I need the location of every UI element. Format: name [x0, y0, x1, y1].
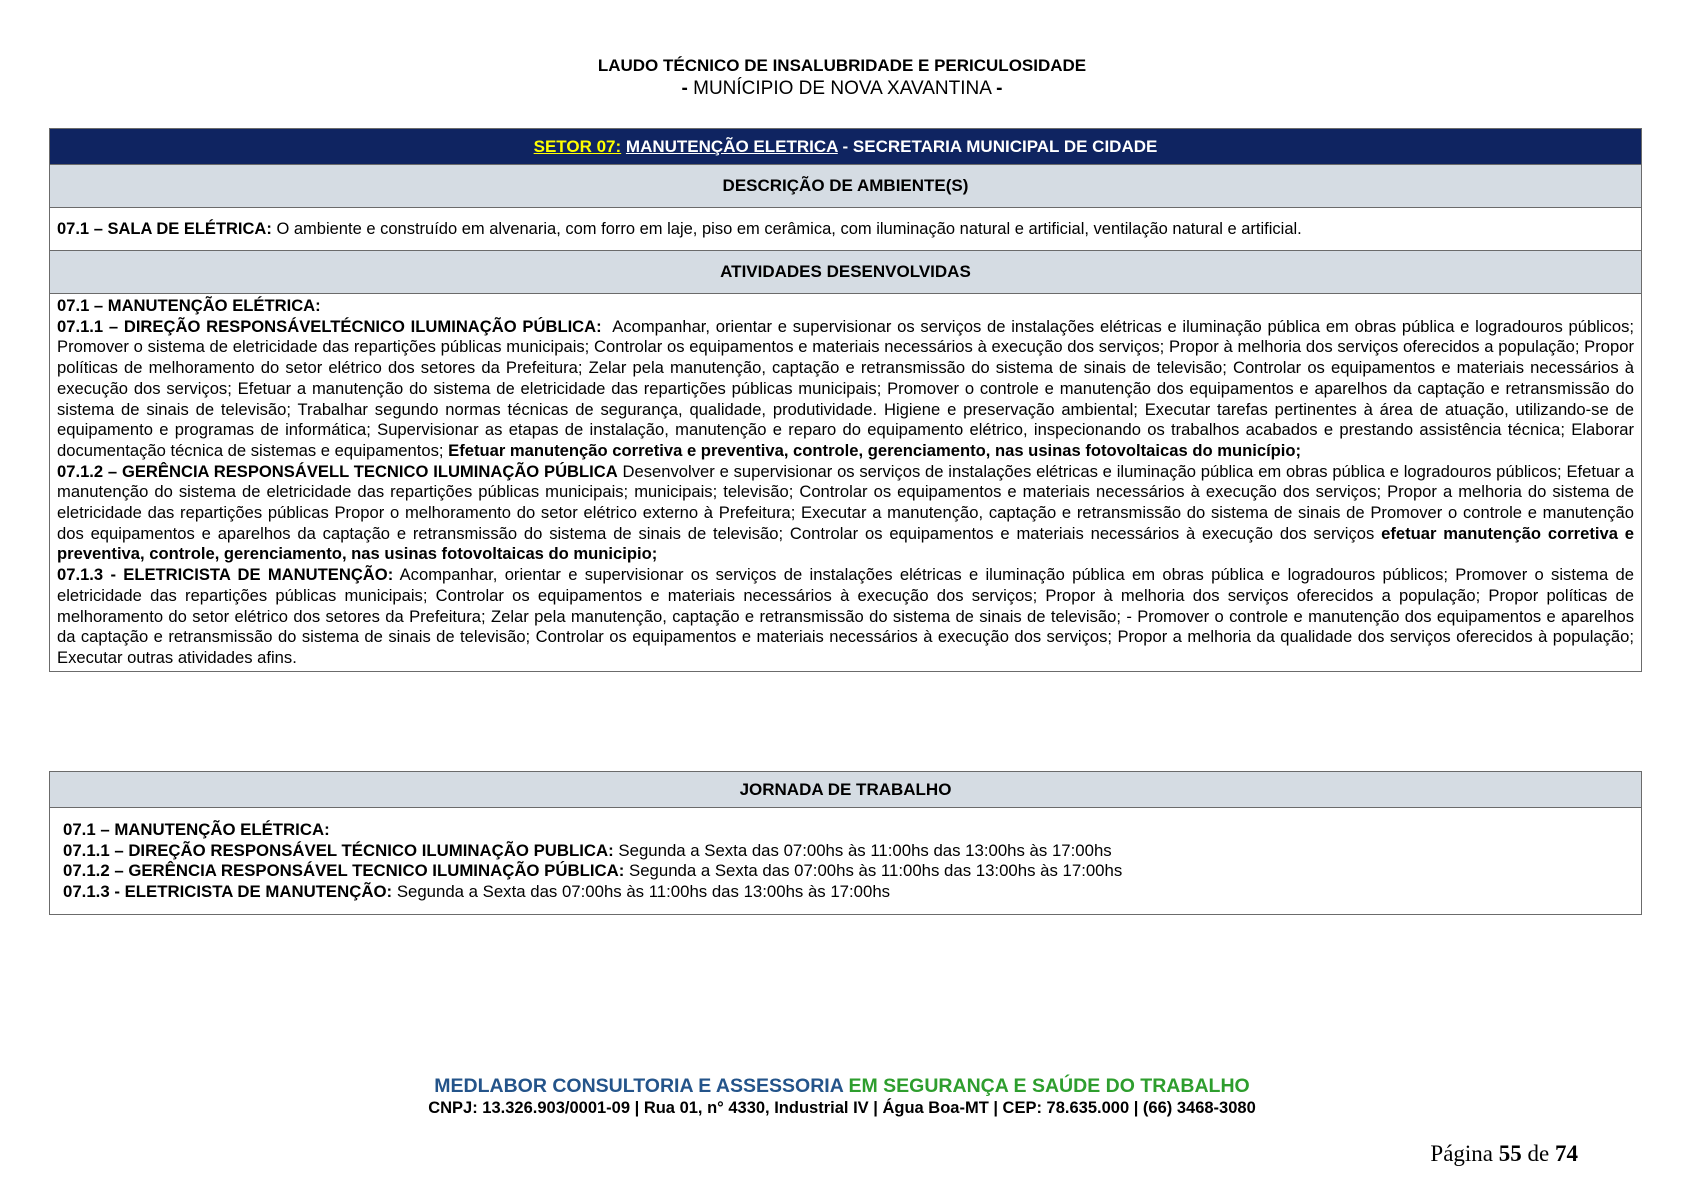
schedule-row: [63, 882, 1628, 903]
sector-table: [49, 128, 1642, 672]
company-name: MEDLABOR CONSULTORIA E ASSESSORIA: [434, 1075, 844, 1097]
footer-company: [0, 1075, 1684, 1098]
activity-label: 07.1.3 - ELETRICISTA DE MANUTENÇÃO:: [57, 565, 394, 585]
document-subtitle: [0, 78, 1684, 100]
environment-label: 07.1 – SALA DE ELÉTRICA:: [57, 220, 272, 238]
schedule-label: 07.1.2 – GERÊNCIA RESPONSÁVEL TECNICO ILUMINAÇÃO PÚBLICA:: [63, 861, 625, 880]
activity-label: 07.1.2 – GERÊNCIA RESPONSÁVELL TECNICO ILUMINAÇÃO PÚBLICA: [57, 461, 618, 481]
activity-text: Desenvolver e supervisionar os serviços de instalações elétricas e iluminação pública em obras pública e logradouros públicos; Efetuar a manutenção do sistema de eletricidade das repartições públicas municipais; municipais; televisão; Controlar os equipamentos e materiais necessários à execução dos serviços; Propor a melhoria do sistema de eletricidade das repartições públicas Propor o melhoramento do setor elétrico externo à Prefeitura; Executar a manutenção, captação e retransmissão do sistema de sinais de Promover o controle e manutenção dos equipamentos e aparelhos da captação e retransmissão do sistema de sinais de televisão; Controlar os equipamentos e materiais necessários à execução dos serviços: [57, 461, 1634, 543]
footer-contact: CNPJ: 13.326.903/0001-09 | Rua 01, n° 4330, Industrial IV | Água Boa-MT | CEP: 78.635.000 | (66) 3468-3080: [428, 1099, 1256, 1117]
page-separator: de: [1527, 1141, 1550, 1166]
schedule-row: [63, 861, 1628, 882]
subtitle-dash-left: -: [681, 78, 688, 99]
company-tagline: EM SEGURANÇA E SAÚDE DO TRABALHO: [848, 1075, 1250, 1097]
activity-label: 07.1.1 – DIREÇÃO RESPONSÁVELTÉCNICO ILUMINAÇÃO PÚBLICA:: [57, 316, 602, 336]
schedule-label: 07.1.3 - ELETRICISTA DE MANUTENÇÃO:: [63, 881, 393, 901]
schedule-row: [63, 841, 1628, 862]
schedule-heading: JORNADA DE TRABALHO: [50, 772, 1641, 808]
schedule-value: Segunda a Sexta das 07:00hs às 11:00hs das 13:00hs às 17:00hs: [618, 840, 1112, 860]
activity-item: [57, 565, 1634, 669]
sector-header: [50, 129, 1641, 164]
page-total: 74: [1555, 1141, 1578, 1166]
activities-heading: ATIVIDADES DESENVOLVIDAS: [50, 250, 1641, 294]
activity-bold-note: efetuar manutenção corretiva e preventiva, controle, gerenciamento, nas usinas fotovoltaicas do municipio;: [57, 523, 1634, 564]
schedule-section-title: 07.1 – MANUTENÇÃO ELÉTRICA:: [63, 820, 330, 839]
sector-code: SETOR 07:: [533, 137, 622, 156]
page-number: [1430, 1141, 1578, 1167]
activities-section-title: 07.1 – MANUTENÇÃO ELÉTRICA:: [57, 296, 321, 315]
schedule-value: Segunda a Sexta das 07:00hs às 11:00hs das 13:00hs às 17:00hs: [396, 881, 891, 901]
activity-text: Acompanhar, orientar e supervisionar os serviços de instalações elétricas e iluminação pública em obras pública e logradouros públicos; Promover o sistema de eletricidade das repartições públicas municipais; Controlar os equipamentos e materiais necessários à execução dos serviços; Propor à melhoria dos serviços oferecidos a população; Propor políticas de melhoramento do setor elétrico dos setores da Prefeitura; Zelar pela manutenção, captação e retransmissão do sistema de sinais de televisão; - Promover o controle e manutenção dos equipamentos e aparelhos da captação e retransmissão do sistema de sinais de televisão; Controlar os equipamentos e materiais necessários à execução dos serviços; Propor a melhoria da qualidade dos serviços oferecidos à população; Executar outras atividades afins.: [57, 565, 1634, 667]
page-current: 55: [1498, 1141, 1522, 1166]
environments-heading: DESCRIÇÃO DE AMBIENTE(S): [50, 164, 1641, 208]
activity-item: [57, 317, 1634, 462]
activity-bold-note: Efetuar manutenção corretiva e preventiva, controle, gerenciamento, nas usinas fotovoltaicas do município;: [448, 440, 1302, 460]
page-prefix: Página: [1430, 1141, 1494, 1166]
document-title: LAUDO TÉCNICO DE INSALUBRIDADE E PERICULOSIDADE: [597, 56, 1087, 75]
activities-body: [50, 294, 1641, 671]
activity-text: Acompanhar, orientar e supervisionar os serviços de instalações elétricas e iluminação pública em obras pública e logradouros públicos; Promover o sistema de eletricidade das repartições públicas municipais; Controlar os equipamentos e materiais necessários à execução dos serviços; Propor à melhoria dos serviços oferecidos a população; Propor políticas de melhoramento do setor elétrico dos setores da Prefeitura; Zelar pela manutenção, captação e retransmissão do sistema de sinais de televisão; Controlar os equipamentos e materiais necessários à execução dos serviços; Efetuar a manutenção do sistema de eletricidade das repartições públicas municipais; Promover o controle e manutenção dos equipamentos e aparelhos da captação e retransmissão do sistema de sinais de televisão; Trabalhar segundo normas técnicas de segurança, qualidade, produtividade. Higiene e preservação ambiental; Executar tarefas pertinentes à área de atuação, utilizando-se de equipamento e programas de informática; Supervisionar as etapas de instalação, manutenção e reparo do equipamento elétrico, inspecionando os trabalhos acabados e prestando assistência técnica; Elaborar documentação técnica de sistemas e equipamentos;: [57, 316, 1634, 460]
environment-text: O ambiente e construído em alvenaria, com forro em laje, piso em cerâmica, com iluminação natural e artificial, ventilação natural e artificial.: [276, 220, 1302, 238]
activity-item: [57, 462, 1634, 566]
schedule-value: Segunda a Sexta das 07:00hs às 11:00hs das 13:00hs às 17:00hs: [629, 861, 1123, 880]
sector-name: MANUTENÇÃO ELETRICA: [625, 137, 838, 156]
municipality-name: MUNÍCIPIO DE NOVA XAVANTINA: [693, 78, 991, 99]
schedule-body: [50, 808, 1641, 914]
subtitle-dash-right: -: [996, 78, 1003, 99]
environment-row: [50, 208, 1641, 250]
schedule-table: [49, 771, 1642, 915]
sector-department: - SECRETARIA MUNICIPAL DE CIDADE: [842, 137, 1158, 156]
schedule-label: 07.1.1 – DIREÇÃO RESPONSÁVEL TÉCNICO ILUMINAÇÃO PUBLICA:: [63, 840, 614, 860]
